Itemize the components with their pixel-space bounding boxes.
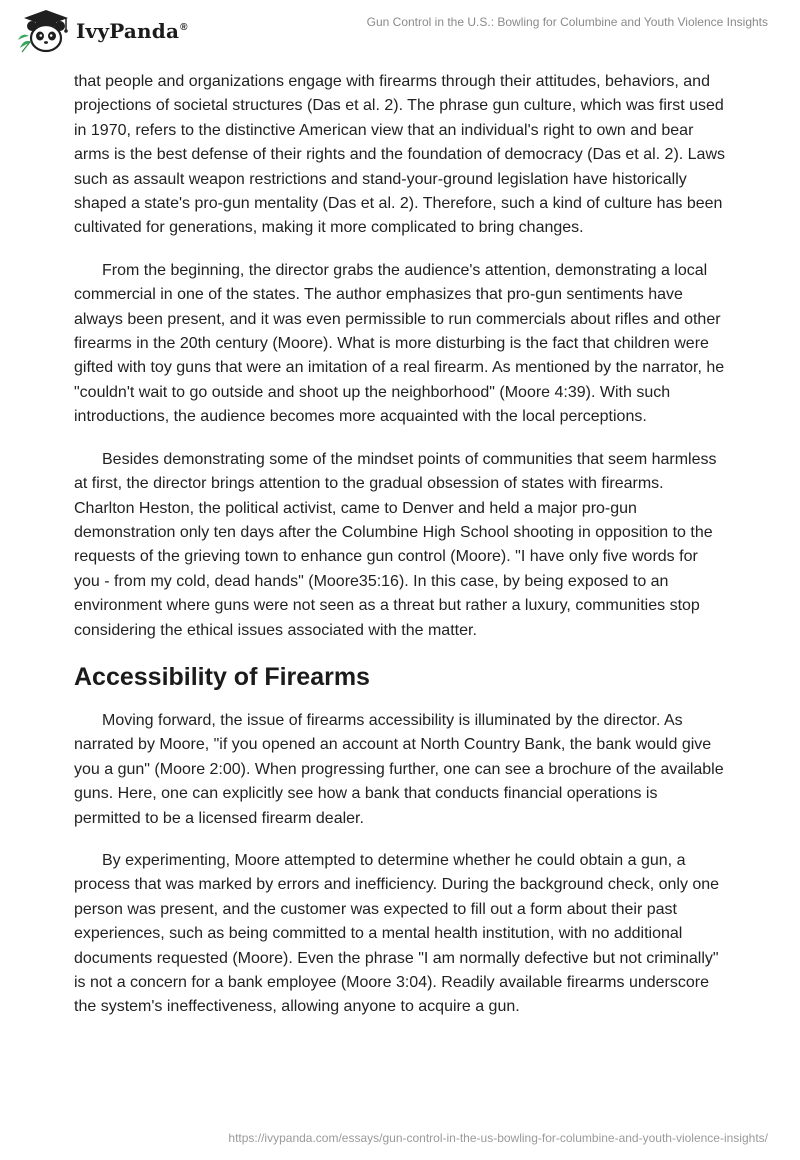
- source-url[interactable]: https://ivypanda.com/essays/gun-control-in-the-us-bowling-for-columbine-and-youth-violence-insights/: [228, 1131, 768, 1145]
- essay-paragraph: From the beginning, the director grabs the audience's attention, demonstrating a local commercial in one of the states. The author emphasizes that pro-gun sentiments have always been present, and it was even permissible to run commercials about rifles and other firearms in the 20th century (Moore). What is more disturbing is the fact that children were gifted with toy guns that were an imitation of a real firearm. As mentioned by the narrator, he "couldn't wait to go outside and shoot up the neighborhood" (Moore 4:39). With such introductions, the audience becomes more acquainted with the local perceptions.: [74, 261, 725, 426]
- panda-graduate-icon: [14, 8, 72, 54]
- page-header: [0, 0, 800, 72]
- brand-name: [76, 19, 188, 43]
- essay-paragraph: By experimenting, Moore attempted to determine whether he could obtain a gun, a process that was marked by errors and inefficiency. During the background check, only one person was present, and the customer was expected to fill out a form about their past experiences, such as being committed to a mental health institution, with no additional documents requested (Moore). Even the phrase "I am normally defective but not criminally" is not a concern for a bank employee (Moore 3:04). Readily available firearms underscore the system's ineffectiveness, allowing anyone to acquire a gun.: [74, 851, 720, 1016]
- ivypanda-logo[interactable]: [14, 8, 188, 54]
- essay-body: [74, 70, 726, 1038]
- registered-mark: ®: [180, 22, 188, 34]
- section-heading: Accessibility of Firearms: [74, 662, 370, 691]
- document-title: Gun Control in the U.S.: Bowling for Columbine and Youth Violence Insights: [366, 15, 768, 29]
- brand-wordmark: IvyPanda: [76, 19, 180, 43]
- essay-paragraph: Besides demonstrating some of the mindset points of communities that seem harmless at first, the director brings attention to the gradual obsession of states with firearms. Charlton Heston, the political activist, came to Denver and held a major pro-gun demonstration only ten days after the Columbine High School shooting in opposition to the requests of the grieving town to enhance gun control (Moore). "I have only five words for you - from my cold, dead hands" (Moore35:16). In this case, by being exposed to an environment where guns were not seen as a threat but rather a luxury, communities stop considering the ethical issues associated with the matter.: [74, 450, 717, 639]
- essay-paragraph: that people and organizations engage with firearms through their attitudes, behaviors, and projections of societal structures (Das et al. 2). The phrase gun culture, which was first used in 1970, refers to the distinctive American view that an individual's right to own and bear arms is the best defense of their rights and the foundation of democracy (Das et al. 2). Laws such as assault weapon restrictions and stand-your-ground legislation have historically shaped a state's pro-gun mentality (Das et al. 2). Therefore, such a kind of culture has been cultivated for generations, making it more complicated to bring changes.: [74, 73, 726, 237]
- essay-paragraph: Moving forward, the issue of firearms accessibility is illuminated by the director. As narrated by Moore, "if you opened an account at North Country Bank, the bank would give you a gun" (Moore 2:00). When progressing further, one can see a brochure of the available guns. Here, one can explicitly see how a bank that conducts financial operations is permitted to be a licensed firearm dealer.: [74, 711, 724, 827]
